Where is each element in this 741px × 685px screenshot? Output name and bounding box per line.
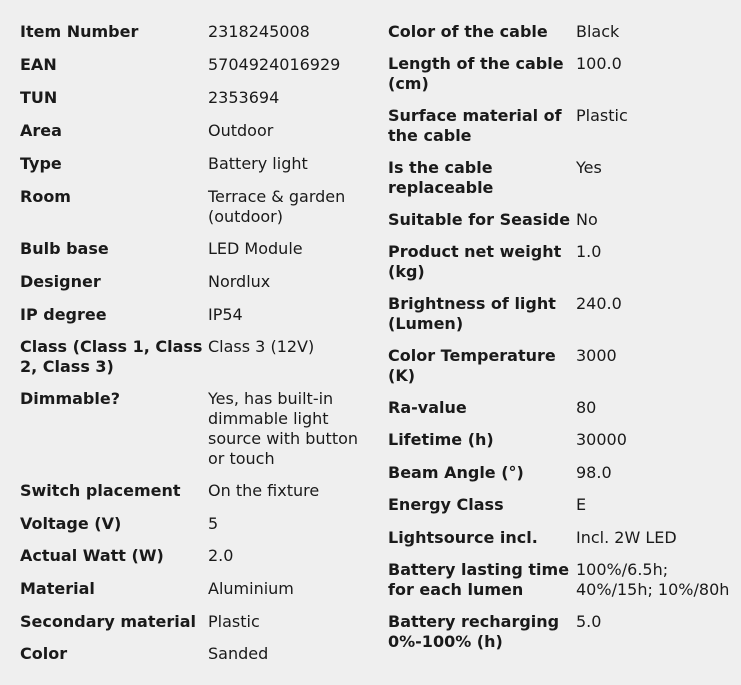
spec-row xyxy=(20,337,370,377)
spec-label: Color of the cable xyxy=(388,22,548,41)
spec-value: 2353694 xyxy=(208,88,280,107)
spec-row xyxy=(20,55,370,75)
spec-label: Brightness of light (Lumen) xyxy=(388,294,556,333)
spec-label: Type xyxy=(20,154,62,173)
spec-row xyxy=(388,560,733,600)
spec-value: 30000 xyxy=(576,430,627,449)
spec-row xyxy=(388,430,733,450)
spec-label: TUN xyxy=(20,88,58,107)
spec-label: Area xyxy=(20,121,62,140)
spec-row xyxy=(20,22,370,42)
spec-label: Is the cable replaceable xyxy=(388,158,494,197)
spec-value: Class 3 (12V) xyxy=(208,337,315,356)
spec-row xyxy=(388,612,733,652)
spec-label: IP degree xyxy=(20,305,107,324)
spec-label: Energy Class xyxy=(388,495,504,514)
spec-row xyxy=(20,154,370,174)
spec-row xyxy=(20,272,370,292)
spec-row xyxy=(388,22,733,42)
spec-value: Nordlux xyxy=(208,272,271,291)
spec-row xyxy=(388,398,733,418)
spec-value: 100%/6.5h; 40%/15h; 10%/80h xyxy=(576,560,730,599)
spec-label: Voltage (V) xyxy=(20,514,122,533)
spec-value: LED Module xyxy=(208,239,303,258)
spec-value: 5 xyxy=(208,514,219,533)
spec-value: Plastic xyxy=(208,612,260,631)
spec-value: Plastic xyxy=(576,106,628,125)
spec-label: Switch placement xyxy=(20,481,181,500)
spec-label: Item Number xyxy=(20,22,139,41)
spec-column-left xyxy=(20,22,370,664)
spec-value: 3000 xyxy=(576,346,617,365)
spec-label: Beam Angle (°) xyxy=(388,463,524,482)
spec-row xyxy=(20,644,370,664)
spec-row xyxy=(20,187,370,227)
spec-row xyxy=(388,106,733,146)
spec-row xyxy=(20,481,370,501)
spec-value: 2318245008 xyxy=(208,22,310,41)
spec-value: 98.0 xyxy=(576,463,612,482)
spec-label: Class (Class 1, Class 2, Class 3) xyxy=(20,337,203,376)
spec-value: 100.0 xyxy=(576,54,622,73)
spec-label: Suitable for Seaside xyxy=(388,210,571,229)
spec-row xyxy=(388,242,733,282)
spec-value: IP54 xyxy=(208,305,243,324)
spec-row xyxy=(388,210,733,230)
spec-row xyxy=(20,389,370,469)
spec-label: Designer xyxy=(20,272,101,291)
spec-value: On the fixture xyxy=(208,481,320,500)
spec-row xyxy=(388,346,733,386)
spec-value: Terrace & garden (outdoor) xyxy=(208,187,346,226)
spec-label: Secondary material xyxy=(20,612,197,631)
spec-row xyxy=(20,239,370,259)
spec-value: No xyxy=(576,210,598,229)
spec-row xyxy=(20,121,370,141)
spec-label: EAN xyxy=(20,55,57,74)
spec-label: Product net weight (kg) xyxy=(388,242,562,281)
spec-value: Battery light xyxy=(208,154,308,173)
spec-row xyxy=(20,612,370,632)
spec-value: Aluminium xyxy=(208,579,294,598)
spec-label: Actual Watt (W) xyxy=(20,546,164,565)
spec-value: Incl. 2W LED xyxy=(576,528,677,547)
spec-value: Black xyxy=(576,22,620,41)
spec-label: Dimmable? xyxy=(20,389,120,408)
spec-value: Yes, has built-in dimmable light source with button or touch xyxy=(208,389,359,468)
spec-row xyxy=(388,294,733,334)
spec-column-right xyxy=(388,22,733,652)
spec-row xyxy=(388,495,733,515)
spec-value: 80 xyxy=(576,398,597,417)
spec-label: Room xyxy=(20,187,71,206)
spec-value: Outdoor xyxy=(208,121,274,140)
spec-label: Battery recharging 0%-100% (h) xyxy=(388,612,560,651)
spec-value: Yes xyxy=(576,158,602,177)
spec-value: 5.0 xyxy=(576,612,602,631)
spec-row xyxy=(388,54,733,94)
spec-value: 2.0 xyxy=(208,546,234,565)
spec-value: E xyxy=(576,495,587,514)
spec-row xyxy=(20,88,370,108)
spec-label: Lightsource incl. xyxy=(388,528,538,547)
spec-label: Surface material of the cable xyxy=(388,106,562,145)
spec-label: Lifetime (h) xyxy=(388,430,494,449)
spec-row xyxy=(20,514,370,534)
spec-label: Ra-value xyxy=(388,398,467,417)
spec-row xyxy=(20,546,370,566)
spec-row xyxy=(20,579,370,599)
spec-value: 1.0 xyxy=(576,242,602,261)
spec-label: Bulb base xyxy=(20,239,109,258)
spec-row xyxy=(388,528,733,548)
spec-label: Battery lasting time for each lumen xyxy=(388,560,570,599)
spec-row xyxy=(388,158,733,198)
spec-row xyxy=(388,463,733,483)
spec-value: 240.0 xyxy=(576,294,622,313)
spec-label: Color xyxy=(20,644,68,663)
spec-value: Sanded xyxy=(208,644,269,663)
spec-label: Material xyxy=(20,579,95,598)
spec-value: 5704924016929 xyxy=(208,55,341,74)
spec-row xyxy=(20,305,370,325)
spec-label: Color Temperature (K) xyxy=(388,346,556,385)
spec-label: Length of the cable (cm) xyxy=(388,54,564,93)
